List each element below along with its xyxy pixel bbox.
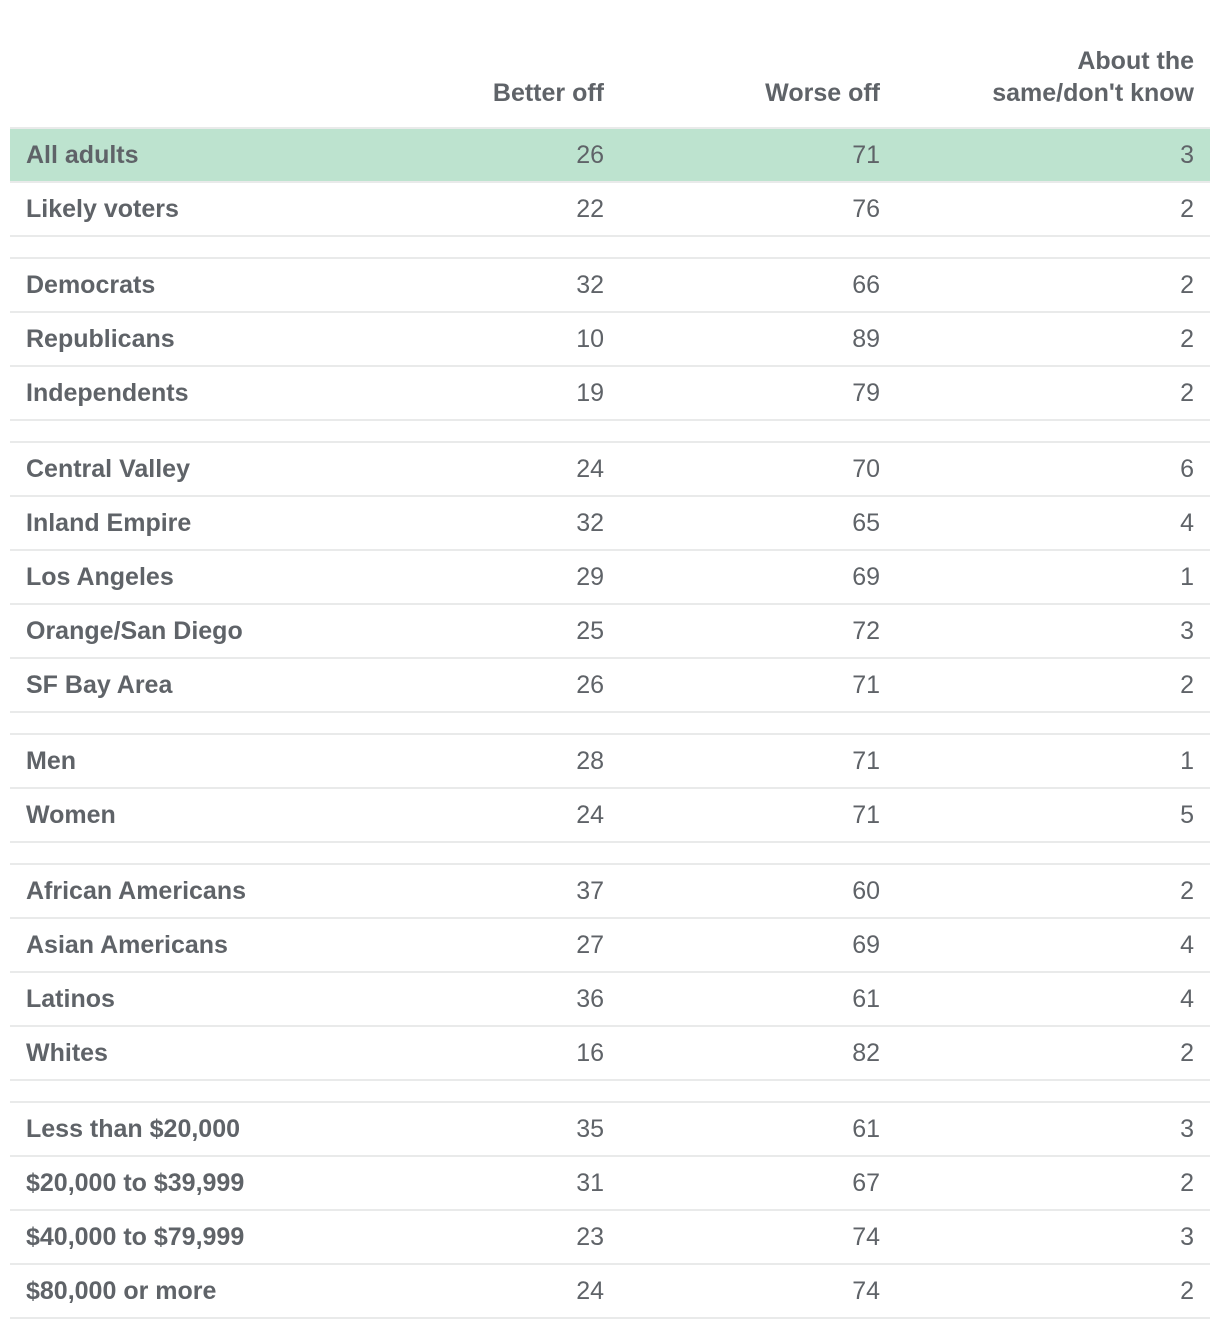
cell-about-same: 2 (1180, 671, 1194, 699)
table-row (10, 443, 1210, 497)
cell-better-off: 35 (576, 1115, 604, 1143)
cell-better-off: 16 (576, 1039, 604, 1067)
cell-worse-off: 66 (852, 271, 880, 299)
table-body (10, 129, 1210, 1319)
table-row (10, 1103, 1210, 1157)
row-label: Latinos (26, 985, 115, 1013)
table-row (10, 183, 1210, 237)
cell-better-off: 19 (576, 379, 604, 407)
cell-better-off: 25 (576, 617, 604, 645)
table-row (10, 129, 1210, 183)
table-row (10, 659, 1210, 713)
cell-about-same: 5 (1180, 801, 1194, 829)
table-row (10, 865, 1210, 919)
row-label: Republicans (26, 325, 175, 353)
cell-about-same: 2 (1180, 379, 1194, 407)
cell-about-same: 4 (1180, 509, 1194, 537)
table-row (10, 919, 1210, 973)
table-row (10, 973, 1210, 1027)
cell-worse-off: 79 (852, 379, 880, 407)
group-spacer (10, 421, 1210, 443)
cell-about-same: 3 (1180, 1115, 1194, 1143)
table-row (10, 1157, 1210, 1211)
table-header (10, 0, 1210, 129)
row-label: Orange/San Diego (26, 617, 243, 645)
cell-better-off: 37 (576, 877, 604, 905)
row-label: Los Angeles (26, 563, 174, 591)
cell-about-same: 3 (1180, 141, 1194, 169)
cell-worse-off: 82 (852, 1039, 880, 1067)
cell-better-off: 22 (576, 195, 604, 223)
cell-about-same: 3 (1180, 1223, 1194, 1251)
cell-worse-off: 69 (852, 563, 880, 591)
row-label: $40,000 to $79,999 (26, 1223, 245, 1251)
row-label: Men (26, 747, 76, 775)
column-header-about-same (954, 45, 1194, 109)
cell-about-same: 2 (1180, 1169, 1194, 1197)
table-row (10, 1211, 1210, 1265)
row-label: Women (26, 801, 116, 829)
table-row (10, 789, 1210, 843)
table-row (10, 1027, 1210, 1081)
cell-better-off: 26 (576, 671, 604, 699)
table-row (10, 735, 1210, 789)
row-label: Inland Empire (26, 509, 192, 537)
cell-worse-off: 72 (852, 617, 880, 645)
row-label: Independents (26, 379, 189, 407)
table-row (10, 367, 1210, 421)
survey-table (10, 0, 1210, 1319)
cell-worse-off: 61 (852, 985, 880, 1013)
cell-about-same: 1 (1180, 747, 1194, 775)
row-label: SF Bay Area (26, 671, 173, 699)
cell-worse-off: 60 (852, 877, 880, 905)
cell-worse-off: 70 (852, 455, 880, 483)
cell-about-same: 3 (1180, 617, 1194, 645)
cell-better-off: 28 (576, 747, 604, 775)
cell-about-same: 2 (1180, 271, 1194, 299)
cell-worse-off: 65 (852, 509, 880, 537)
cell-better-off: 36 (576, 985, 604, 1013)
cell-worse-off: 89 (852, 325, 880, 353)
cell-better-off: 32 (576, 509, 604, 537)
column-header-about-same-line2: same/don't know (992, 79, 1194, 107)
cell-about-same: 4 (1180, 985, 1194, 1013)
group-spacer (10, 843, 1210, 865)
cell-better-off: 24 (576, 801, 604, 829)
cell-worse-off: 61 (852, 1115, 880, 1143)
table-row (10, 605, 1210, 659)
table-row (10, 497, 1210, 551)
column-header-better-off: Better off (492, 79, 604, 107)
cell-better-off: 24 (576, 1277, 604, 1305)
cell-about-same: 6 (1180, 455, 1194, 483)
cell-about-same: 2 (1180, 325, 1194, 353)
cell-about-same: 1 (1180, 563, 1194, 591)
cell-worse-off: 74 (852, 1223, 880, 1251)
cell-better-off: 26 (576, 141, 604, 169)
group-spacer (10, 713, 1210, 735)
cell-worse-off: 67 (852, 1169, 880, 1197)
group-spacer (10, 237, 1210, 259)
row-label: African Americans (26, 877, 246, 905)
cell-about-same: 2 (1180, 1277, 1194, 1305)
cell-better-off: 31 (576, 1169, 604, 1197)
row-label: All adults (26, 141, 139, 169)
row-label: Less than $20,000 (26, 1115, 241, 1143)
row-label: Democrats (26, 271, 156, 299)
cell-worse-off: 74 (852, 1277, 880, 1305)
table-row (10, 313, 1210, 367)
cell-worse-off: 71 (852, 671, 880, 699)
cell-worse-off: 71 (852, 801, 880, 829)
row-label: $20,000 to $39,999 (26, 1169, 245, 1197)
cell-better-off: 27 (576, 931, 604, 959)
cell-worse-off: 71 (852, 747, 880, 775)
table-row (10, 1265, 1210, 1319)
row-label: Whites (26, 1039, 108, 1067)
cell-better-off: 10 (576, 325, 604, 353)
cell-better-off: 32 (576, 271, 604, 299)
cell-better-off: 24 (576, 455, 604, 483)
row-label: $80,000 or more (26, 1277, 217, 1305)
row-label: Asian Americans (26, 931, 228, 959)
cell-about-same: 2 (1180, 1039, 1194, 1067)
cell-better-off: 23 (576, 1223, 604, 1251)
cell-worse-off: 69 (852, 931, 880, 959)
column-header-worse-off: Worse off (765, 79, 880, 107)
table-row (10, 551, 1210, 605)
cell-about-same: 4 (1180, 931, 1194, 959)
cell-worse-off: 71 (852, 141, 880, 169)
row-label: Likely voters (26, 195, 179, 223)
cell-worse-off: 76 (852, 195, 880, 223)
cell-about-same: 2 (1180, 195, 1194, 223)
cell-better-off: 29 (576, 563, 604, 591)
column-header-about-same-line1: About the (1077, 47, 1194, 75)
row-label: Central Valley (26, 455, 190, 483)
cell-about-same: 2 (1180, 877, 1194, 905)
group-spacer (10, 1081, 1210, 1103)
table-row (10, 259, 1210, 313)
